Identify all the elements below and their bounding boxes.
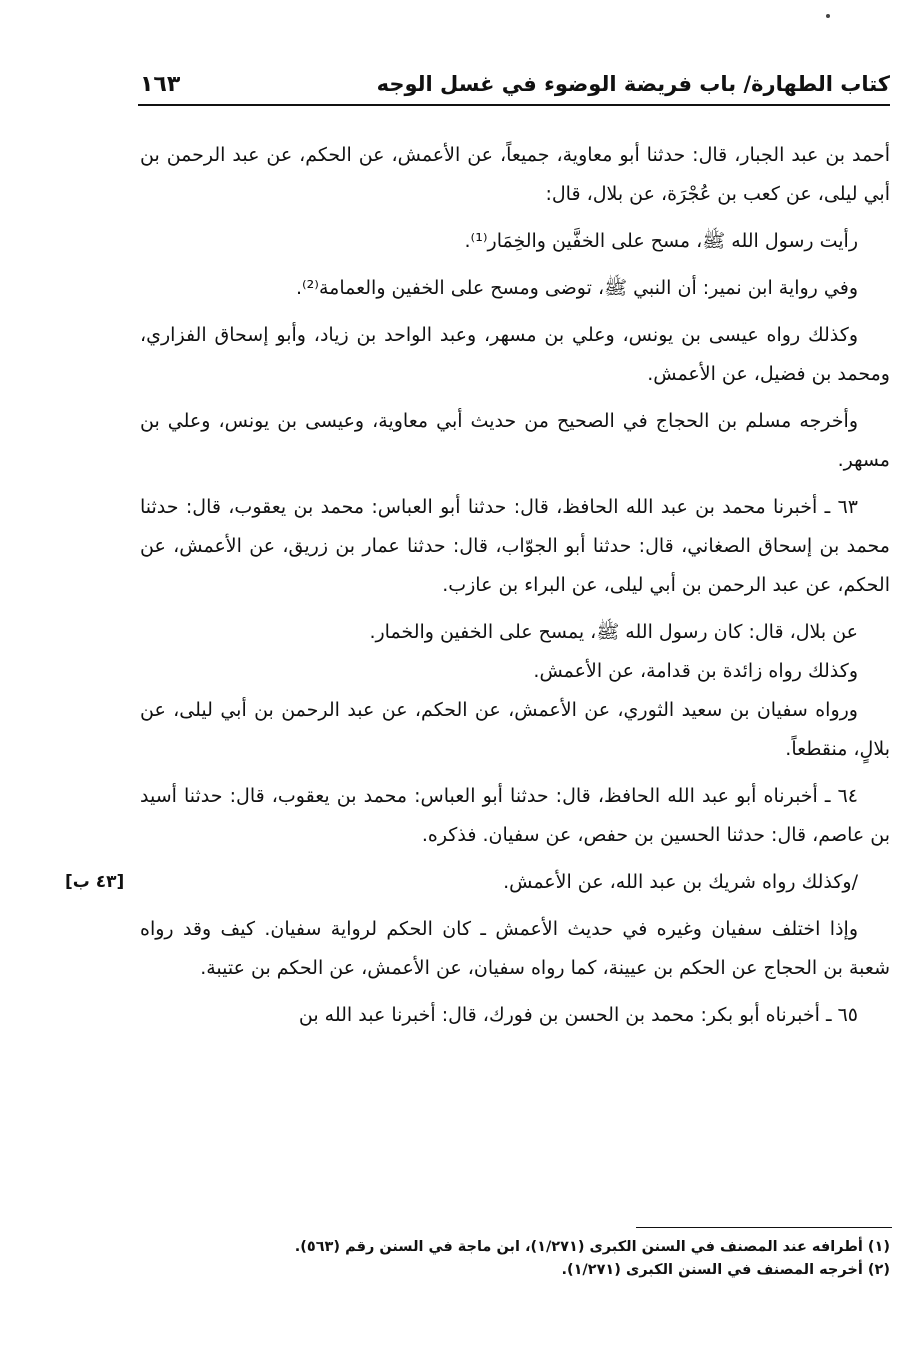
hadith-63: ٦٣ ـ أخبرنا محمد بن عبد الله الحافظ، قال: حدثنا أبو العباس: محمد بن يعقوب، قال: حدثنا محمد بن إسحاق الصغاني، قال: حدثنا أبو الجوّاب، قال: حدثنا عمار بن زريق، عن الأعمش، عن الحكم، عن عبد الرحمن بن أبي ليلى، عن البراء بن عازب.	[140, 496, 890, 596]
paragraph-with-folio-marker	[65, 863, 890, 902]
paragraph: وكذلك رواه عيسى بن يونس، وعلي بن مسهر، وعبد الواحد بن زياد، وأبو إسحاق الفزاري، ومحمد بن فضيل، عن الأعمش.	[140, 324, 890, 385]
paragraph: أحمد بن عبد الجبار، قال: حدثنا أبو معاوية، جميعاً، عن الأعمش، عن الحكم، عن عبد الرحمن بن أبي ليلى، عن كعب بن عُجْرَة، عن بلال، قال:	[140, 144, 890, 205]
footnotes	[140, 1236, 890, 1282]
folio-marker: [٤٣ ب]	[65, 872, 125, 892]
main-text	[65, 136, 890, 1043]
paragraph: /وكذلك رواه شريك بن عبد الله، عن الأعمش.	[503, 871, 858, 893]
page-number: ١٦٣	[140, 72, 181, 97]
paragraph: وفي رواية ابن نمير: أن النبي ﷺ، توضى ومسح على الخفين والعمامة⁽²⁾.	[295, 277, 858, 299]
paragraph: رأيت رسول الله ﷺ، مسح على الخفَّين والخِمَار⁽¹⁾.	[464, 230, 858, 252]
paragraph: وكذلك رواه زائدة بن قدامة، عن الأعمش.	[533, 660, 858, 682]
paragraph: وأخرجه مسلم بن الحجاج في الصحيح من حديث أبي معاوية، وعيسى بن يونس، وعلي بن مسهر.	[140, 410, 890, 471]
paragraph: عن بلال، قال: كان رسول الله ﷺ، يمسح على الخفين والخمار.	[369, 621, 858, 643]
paragraph: ورواه سفيان بن سعيد الثوري، عن الأعمش، عن الحكم، عن عبد الرحمن بن أبي ليلى، عن بلالٍ، منقطعاً.	[140, 699, 890, 760]
running-title: كتاب الطهارة/ باب فريضة الوضوء في غسل الوجه	[376, 72, 890, 96]
page-header	[140, 66, 890, 106]
hadith-65: ٦٥ ـ أخبرناه أبو بكر: محمد بن الحسن بن فورك، قال: أخبرنا عبد الله بن	[298, 1004, 858, 1026]
paragraph: وإذا اختلف سفيان وغيره في حديث الأعمش ـ كان الحكم لرواية سفيان. كيف وقد رواه شعبة بن الحجاج عن الحكم بن عيينة، كما رواه سفيان، عن الأعمش، عن الحكم بن عتيبة.	[140, 918, 890, 979]
footnote-1: (١) أطرافه عند المصنف في السنن الكبرى (١/٢٧١)، ابن ماجة في السنن رقم (٥٦٣).	[294, 1239, 890, 1255]
footnote-2: (٢) أخرجه المصنف في السنن الكبرى (١/٢٧١).	[561, 1262, 890, 1278]
footnote-divider	[636, 1227, 892, 1228]
hadith-64: ٦٤ ـ أخبرناه أبو عبد الله الحافظ، قال: حدثنا أبو العباس: محمد بن يعقوب، قال: حدثنا أسيد بن عاصم، قال: حدثنا الحسين بن حفص، عن سفيان. فذكره.	[140, 785, 890, 846]
scan-speck	[826, 14, 830, 18]
header-divider	[138, 104, 890, 106]
